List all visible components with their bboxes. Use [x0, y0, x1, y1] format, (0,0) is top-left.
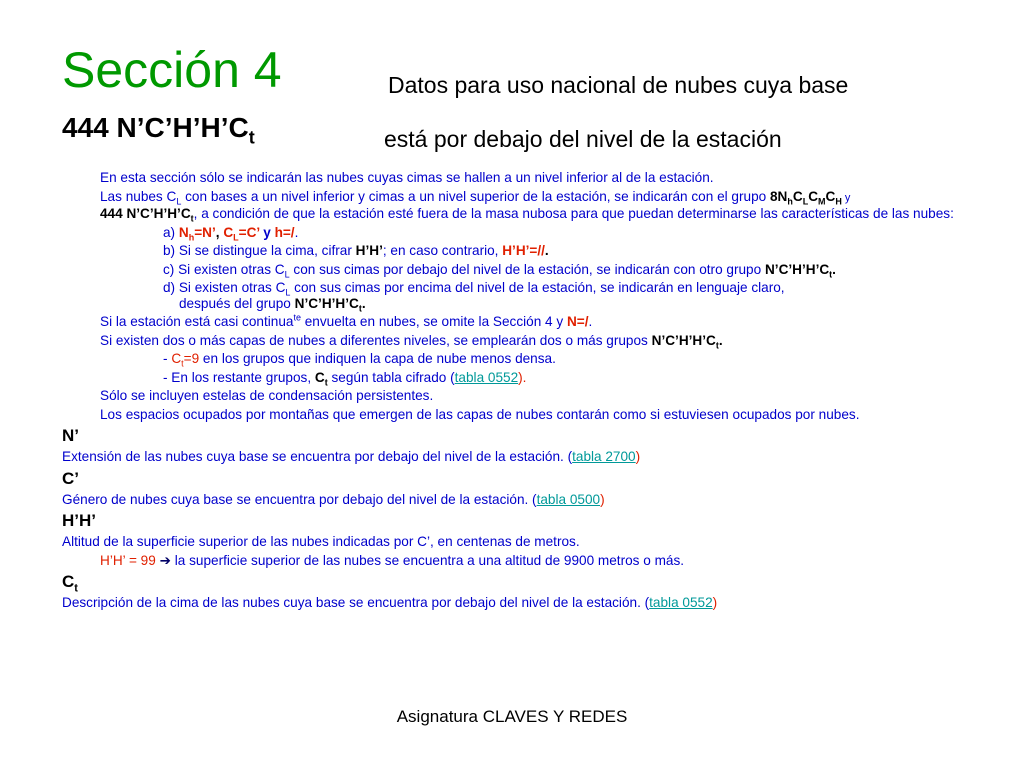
continua-paragraph: Si la estación está casi continua$^{te}$ envuelta en nubes, se omite la Sección 4 y N=/. [100, 312, 593, 329]
item-b: b) Si se distingue la cima, cifrar H’H’; en caso contrario, H’H’=//. [163, 243, 549, 258]
n-heading: N’ [62, 426, 79, 445]
group-8nh: $8N_hC_LC_MC_H$ [769, 188, 842, 207]
c-heading: C’ [62, 468, 79, 488]
slide-footer: Asignatura CLAVES Y REDES [396, 707, 628, 726]
tabla-0552-link[interactable]: tabla 0552 [454, 369, 519, 385]
slide-title: Sección 4 [62, 42, 282, 98]
slide-subtitle-line1: Datos para uso nacional de nubes cuya base [388, 72, 849, 98]
section-code: 444 $N’C’H’H’C_t$ [62, 112, 255, 148]
item-c: c) Si existen otras $C_L$ con sus cimas por debajo del nivel de la estación, se indicarán con otro grupo $N’C’H’H’C_t$. [163, 261, 836, 280]
hh-description: Altitud de la superficie superior de las nubes indicadas por C’, en centenas de metros. [62, 534, 580, 549]
c-description: Género de nubes cuya base se encuentra por debajo del nivel de la estación. (tabla 0500) [62, 491, 605, 507]
capas-item-1: - $C_t=9$ en los grupos que indiquen la capa de nube menos densa. [163, 351, 556, 369]
nubes-cl-paragraph: Las nubes $C_L$ con bases a un nivel inferior y cimas a un nivel superior de la estación, se indicarán con el grupo $8N_hC_LC_MC_H$ y 444 $N’C’H’H’C_t$, a condición de que la estación esté fuera de la masa nubosa para que puedan determinarse las características de las nubes: [100, 188, 954, 224]
hh-example: H’H’ = 99 ➔ la superficie superior de las nubes se encuentra a una altitud de 9900 metros o más. [100, 552, 685, 568]
ct-heading: $C_t$ [62, 572, 78, 595]
item-a: a) $N_h=N$’, $C_L=C$’ y h=/. [163, 224, 299, 243]
arrow-right-icon: ➔ [159, 552, 171, 568]
capas-item-2: - En los restante grupos, $C_t$ según tabla cifrado (tabla 0552). [163, 369, 527, 388]
tabla-2700-link[interactable]: tabla 2700 [572, 449, 636, 464]
ct-description: Descripción de la cima de las nubes cuya base se encuentra por debajo del nivel de la estación. (tabla 0552) [62, 595, 718, 610]
montanas-paragraph: Los espacios ocupados por montañas que emergen de las capas de nubes contarán como si estuviesen ocupados por nubes. [100, 406, 860, 422]
capas-paragraph: Si existen dos o más capas de nubes a diferentes niveles, se emplearán dos o más grupos $N’C’H’H’C_t$. [100, 332, 723, 351]
n-description: Extensión de las nubes cuya base se encuentra por debajo del nivel de la estación. (tabla 2700) [62, 449, 641, 464]
item-d: d) Si existen otras $C_L$ con sus cimas por encima del nivel de la estación, se indicarán en lenguaje claro, después del grupo $N’C’H’H’C_t$. [163, 280, 785, 314]
hh-heading: H’H’ [62, 511, 96, 530]
tabla-0500-link[interactable]: tabla 0500 [536, 491, 601, 507]
intro-paragraph: En esta sección sólo se indicarán las nubes cuyas cimas se hallen a un nivel inferior al de la estación. [100, 170, 714, 185]
slide-body [62, 170, 962, 614]
slide-subtitle-line2: está por debajo del nivel de la estación [384, 126, 782, 152]
estelas-paragraph: Sólo se incluyen estelas de condensación persistentes. [100, 388, 434, 403]
tabla-0552-link-2[interactable]: tabla 0552 [649, 595, 713, 610]
